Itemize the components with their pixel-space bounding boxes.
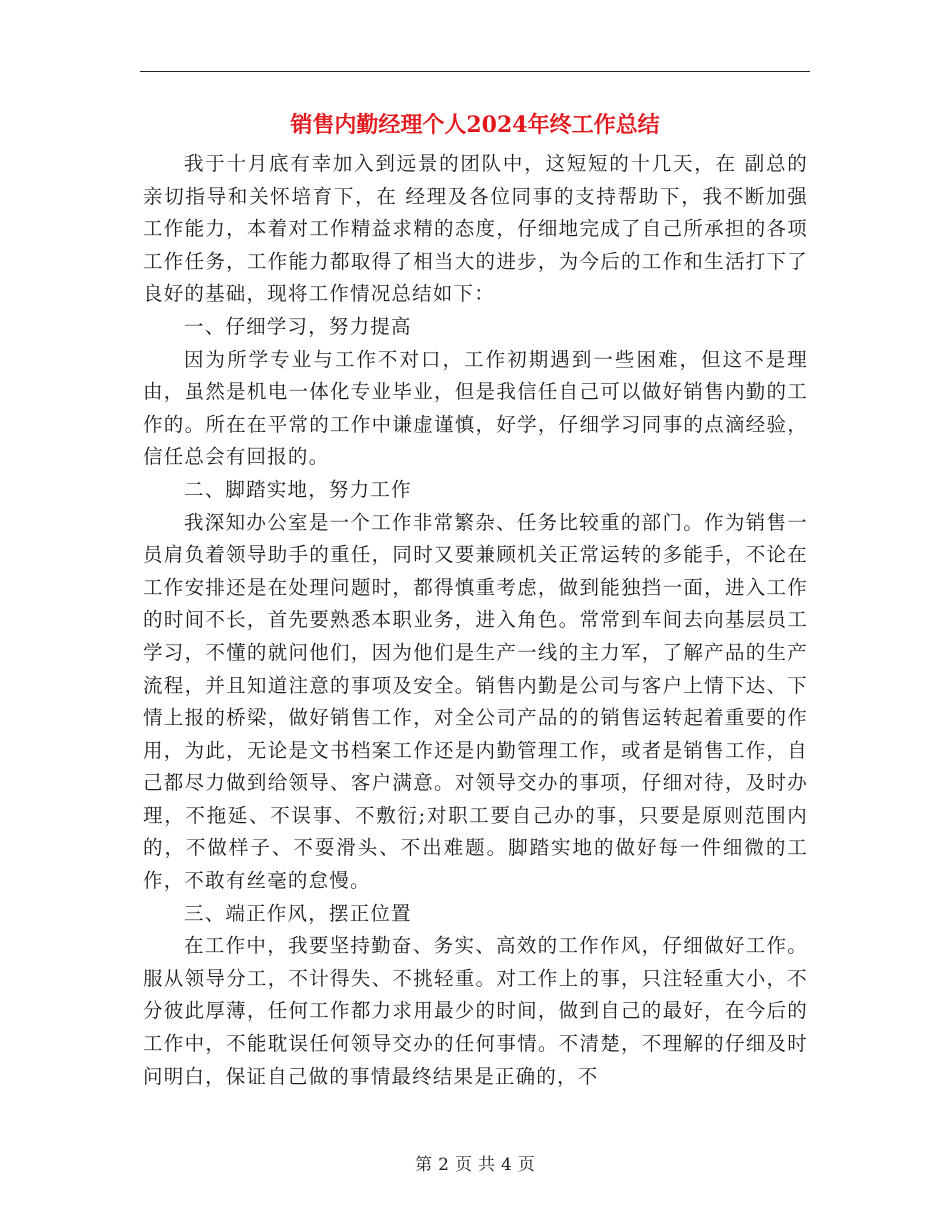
paragraph-intro: 我于十月底有幸加入到远景的团队中，这短短的十几天，在 副总的亲切指导和关怀培育下，在 经理及各位同事的支持帮助下，我不断加强工作能力，本着对工作精益求精的态度，仔细地完成了自己所承担的各项工作任务，工作能力都取得了相当大的进步，为今后的工作和生活打下了良好的基础，现将工作情况总结如下： [143, 152, 808, 306]
paragraph-section-3: 在工作中，我要坚持勤奋、务实、高效的工作作风，仔细做好工作。服从领导分工，不计得失、不挑轻重。对工作上的事，只注轻重大小，不分彼此厚薄，任何工作都力求用最少的时间，做到自己的最好，在今后的工作中，不能耽误任何领导交办的任何事情。不清楚，不理解的仔细及时问明白，保证自己做的事情最终结果是正确的，不 [143, 934, 808, 1088]
footer-page-label: 第 [415, 1155, 433, 1175]
document-title: 销售内勤经理个人2024年终工作总结 [290, 112, 660, 138]
footer-total-label: 共 [478, 1155, 495, 1175]
paragraph-section-1: 因为所学专业与工作不对口，工作初期遇到一些困难，但这不是理由，虽然是机电一体化专业毕业，但是我信任自己可以做好销售内勤的工作的。所在在平常的工作中谦虚谨慎，好学，仔细学习同事的点滴经验，信任总会有回报的。 [143, 347, 808, 469]
page-footer [0, 1153, 950, 1177]
header-rule [140, 71, 810, 72]
footer-total-pages: 4 [501, 1155, 512, 1175]
section-heading-1: 一、仔细学习，努力提高 [184, 314, 412, 338]
section-heading-2: 二、脚踏实地，努力工作 [184, 477, 412, 501]
footer-page-unit: 页 [455, 1155, 472, 1175]
paragraph-section-2: 我深知办公室是一个工作非常繁杂、任务比较重的部门。作为销售一员肩负着领导助手的重任，同时又要兼顾机关正常运转的多能手，不论在工作安排还是在处理问题时，都得慎重考虑，做到能独挡一面，进入工作的时间不长，首先要熟悉本职业务，进入角色。常常到车间去向基层员工学习，不懂的就问他们，因为他们是生产一线的主力军，了解产品的生产流程，并且知道注意的事项及安全。销售内勤是公司与客户上情下达、下情上报的桥梁，做好销售工作，对全公司产品的的销售运转起着重要的作用，为此，无论是文书档案工作还是内勤管理工作，或者是销售工作，自己都尽力做到给领导、客户满意。对领导交办的事项，仔细对待，及时办理，不拖延、不误事、不敷衍;对职工要自己办的事，只要是原则范围内的，不做样子、不耍滑头、不出难题。脚踏实地的做好每一件细微的工作，不敢有丝毫的怠慢。 [143, 510, 808, 893]
document-body [143, 148, 808, 1093]
footer-total-unit: 页 [517, 1155, 535, 1175]
section-heading-3: 三、端正作风，摆正位置 [184, 901, 412, 925]
footer-page-number: 2 [438, 1155, 449, 1175]
